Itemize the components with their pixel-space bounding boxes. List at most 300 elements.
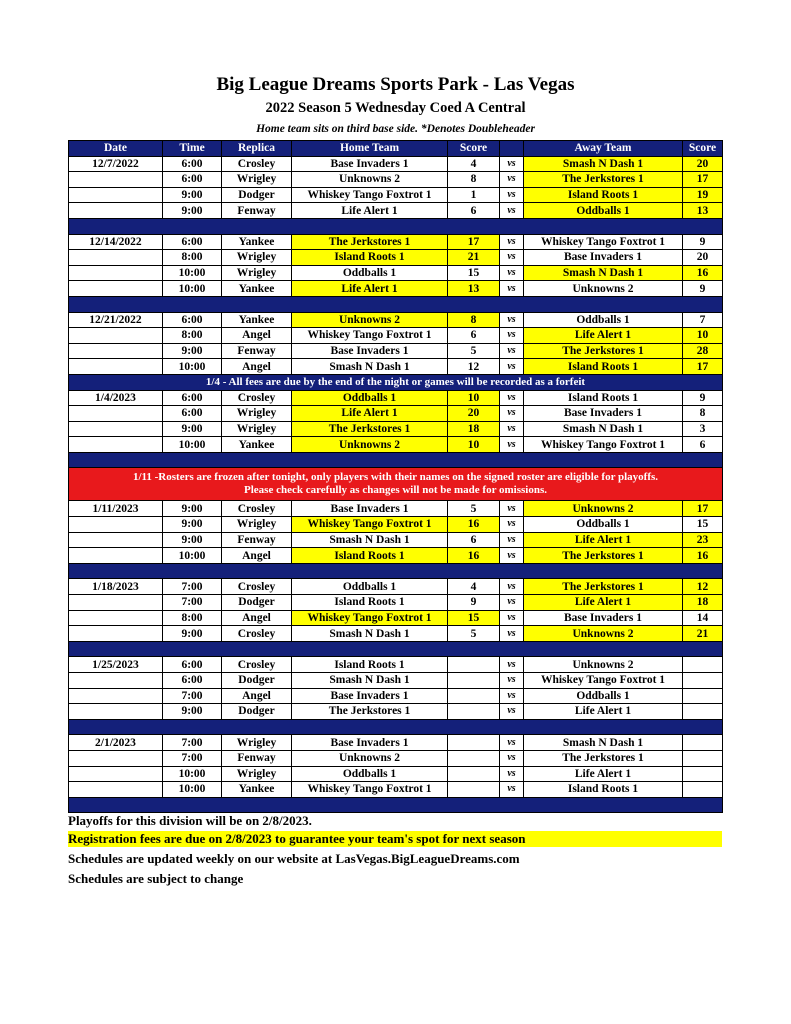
home-score [448, 766, 500, 782]
game-date [69, 688, 163, 704]
home-team: Smash N Dash 1 [292, 359, 448, 375]
vs-label: vs [500, 673, 524, 689]
vs-label: vs [500, 532, 524, 548]
vs-label: vs [500, 735, 524, 751]
game-time: 9:00 [163, 343, 222, 359]
game-row [69, 688, 723, 704]
vs-label: vs [500, 766, 524, 782]
away-score: 20 [683, 250, 723, 266]
column-header: Score [683, 141, 723, 157]
away-score: 23 [683, 532, 723, 548]
game-time: 10:00 [163, 359, 222, 375]
game-time: 7:00 [163, 688, 222, 704]
game-date [69, 782, 163, 798]
home-team: The Jerkstores 1 [292, 234, 448, 250]
vs-label: vs [500, 704, 524, 720]
field-replica: Angel [222, 688, 292, 704]
website-note: Schedules are updated weekly on our website at LasVegas.BigLeagueDreams.com [68, 851, 520, 866]
game-row [69, 437, 723, 453]
game-date [69, 328, 163, 344]
home-team: Whiskey Tango Foxtrot 1 [292, 517, 448, 533]
field-replica: Wrigley [222, 406, 292, 422]
field-replica: Dodger [222, 673, 292, 689]
away-team: Unknowns 2 [524, 281, 683, 297]
vs-label: vs [500, 234, 524, 250]
home-score: 6 [448, 328, 500, 344]
away-score: 7 [683, 312, 723, 328]
vs-label: vs [500, 501, 524, 517]
away-team: The Jerkstores 1 [524, 750, 683, 766]
home-score: 20 [448, 406, 500, 422]
home-score [448, 750, 500, 766]
game-time: 9:00 [163, 421, 222, 437]
away-score [683, 735, 723, 751]
game-date [69, 548, 163, 564]
game-date [69, 406, 163, 422]
game-date [69, 203, 163, 219]
away-score [683, 673, 723, 689]
away-score: 18 [683, 595, 723, 611]
season-subtitle: 2022 Season 5 Wednesday Coed A Central [265, 100, 526, 116]
home-team: Whiskey Tango Foxtrot 1 [292, 187, 448, 203]
away-team: Island Roots 1 [524, 187, 683, 203]
game-time: 6:00 [163, 406, 222, 422]
away-team: Whiskey Tango Foxtrot 1 [524, 234, 683, 250]
away-team: Unknowns 2 [524, 657, 683, 673]
week-separator [69, 797, 723, 813]
away-score: 17 [683, 359, 723, 375]
home-team: Whiskey Tango Foxtrot 1 [292, 610, 448, 626]
vs-label: vs [500, 359, 524, 375]
home-team: Base Invaders 1 [292, 156, 448, 172]
home-score [448, 657, 500, 673]
home-team: Unknowns 2 [292, 437, 448, 453]
home-score: 17 [448, 234, 500, 250]
home-score [448, 735, 500, 751]
separator-cell [69, 218, 723, 234]
vs-label: vs [500, 390, 524, 406]
home-score: 5 [448, 343, 500, 359]
notice-text: 1/4 - All fees are due by the end of the night or games will be recorded as a forfeit [69, 374, 723, 390]
week-separator [69, 218, 723, 234]
game-time: 7:00 [163, 595, 222, 611]
game-date: 1/11/2023 [69, 501, 163, 517]
alert-line: Please check carefully as changes will not be made for omissions. [244, 484, 547, 497]
field-replica: Wrigley [222, 735, 292, 751]
home-team: The Jerkstores 1 [292, 421, 448, 437]
week-separator [69, 452, 723, 468]
home-score [448, 673, 500, 689]
game-date [69, 704, 163, 720]
game-row [69, 750, 723, 766]
vs-label: vs [500, 548, 524, 564]
home-team: Oddballs 1 [292, 390, 448, 406]
game-row [69, 517, 723, 533]
vs-label: vs [500, 343, 524, 359]
game-time: 6:00 [163, 312, 222, 328]
column-header: Time [163, 141, 222, 157]
game-date [69, 281, 163, 297]
game-row [69, 172, 723, 188]
game-row [69, 704, 723, 720]
home-score: 9 [448, 595, 500, 611]
game-time: 9:00 [163, 532, 222, 548]
game-date: 12/7/2022 [69, 156, 163, 172]
column-header: Date [69, 141, 163, 157]
game-date [69, 172, 163, 188]
away-score: 16 [683, 265, 723, 281]
field-replica: Fenway [222, 532, 292, 548]
game-row [69, 203, 723, 219]
field-replica: Angel [222, 359, 292, 375]
game-time: 6:00 [163, 172, 222, 188]
game-time: 10:00 [163, 782, 222, 798]
game-date [69, 437, 163, 453]
field-replica: Crosley [222, 501, 292, 517]
home-score: 12 [448, 359, 500, 375]
away-team: The Jerkstores 1 [524, 343, 683, 359]
game-time: 9:00 [163, 501, 222, 517]
separator-cell [69, 296, 723, 312]
home-score: 15 [448, 265, 500, 281]
away-score [683, 782, 723, 798]
away-team: Life Alert 1 [524, 532, 683, 548]
away-score: 12 [683, 579, 723, 595]
game-row [69, 548, 723, 564]
field-replica: Wrigley [222, 265, 292, 281]
field-replica: Dodger [222, 704, 292, 720]
home-team: Smash N Dash 1 [292, 626, 448, 642]
game-row [69, 234, 723, 250]
home-team: Oddballs 1 [292, 766, 448, 782]
game-time: 10:00 [163, 766, 222, 782]
away-score: 17 [683, 501, 723, 517]
page-title: Big League Dreams Sports Park - Las Vegas [216, 74, 575, 95]
game-time: 9:00 [163, 704, 222, 720]
game-time: 6:00 [163, 234, 222, 250]
game-date: 1/25/2023 [69, 657, 163, 673]
away-score: 8 [683, 406, 723, 422]
field-replica: Yankee [222, 281, 292, 297]
game-row [69, 390, 723, 406]
home-score: 15 [448, 610, 500, 626]
home-score: 6 [448, 203, 500, 219]
vs-label: vs [500, 626, 524, 642]
away-team: Whiskey Tango Foxtrot 1 [524, 673, 683, 689]
home-team: Unknowns 2 [292, 172, 448, 188]
away-team: Life Alert 1 [524, 328, 683, 344]
alert-line: 1/11 -Rosters are frozen after tonight, only players with their names on the signed roster are eligible for playoffs. [132, 471, 659, 484]
field-replica: Fenway [222, 343, 292, 359]
away-score [683, 704, 723, 720]
home-team: Island Roots 1 [292, 250, 448, 266]
away-team: Life Alert 1 [524, 704, 683, 720]
home-score: 21 [448, 250, 500, 266]
home-score: 5 [448, 626, 500, 642]
field-replica: Angel [222, 610, 292, 626]
home-team: Base Invaders 1 [292, 735, 448, 751]
game-time: 9:00 [163, 203, 222, 219]
away-score: 9 [683, 234, 723, 250]
home-team: Life Alert 1 [292, 406, 448, 422]
field-replica: Angel [222, 328, 292, 344]
away-score: 14 [683, 610, 723, 626]
column-header: Away Team [524, 141, 683, 157]
week-separator [69, 563, 723, 579]
game-row [69, 673, 723, 689]
vs-label: vs [500, 517, 524, 533]
game-row [69, 312, 723, 328]
vs-label: vs [500, 406, 524, 422]
game-date: 12/14/2022 [69, 234, 163, 250]
home-team: Whiskey Tango Foxtrot 1 [292, 328, 448, 344]
away-team: The Jerkstores 1 [524, 172, 683, 188]
away-team: Life Alert 1 [524, 766, 683, 782]
game-time: 6:00 [163, 673, 222, 689]
vs-label: vs [500, 203, 524, 219]
column-header [500, 141, 524, 157]
home-team: Oddballs 1 [292, 579, 448, 595]
away-score: 28 [683, 343, 723, 359]
game-date [69, 421, 163, 437]
schedule-table [68, 140, 723, 813]
game-date [69, 265, 163, 281]
field-replica: Crosley [222, 626, 292, 642]
game-row [69, 501, 723, 517]
game-time: 6:00 [163, 390, 222, 406]
game-row [69, 406, 723, 422]
game-row [69, 579, 723, 595]
game-time: 10:00 [163, 437, 222, 453]
field-replica: Yankee [222, 312, 292, 328]
home-team: Base Invaders 1 [292, 688, 448, 704]
schedule-body [69, 156, 723, 813]
game-time: 9:00 [163, 187, 222, 203]
game-time: 7:00 [163, 750, 222, 766]
field-replica: Wrigley [222, 250, 292, 266]
away-team: Oddballs 1 [524, 203, 683, 219]
vs-label: vs [500, 187, 524, 203]
game-time: 8:00 [163, 328, 222, 344]
home-team: Unknowns 2 [292, 312, 448, 328]
game-date [69, 359, 163, 375]
away-team: Whiskey Tango Foxtrot 1 [524, 437, 683, 453]
game-date [69, 187, 163, 203]
field-replica: Crosley [222, 579, 292, 595]
away-score: 15 [683, 517, 723, 533]
home-team: Unknowns 2 [292, 750, 448, 766]
away-score [683, 766, 723, 782]
home-score: 4 [448, 579, 500, 595]
game-date [69, 532, 163, 548]
game-date: 2/1/2023 [69, 735, 163, 751]
game-row [69, 281, 723, 297]
game-row [69, 187, 723, 203]
field-replica: Wrigley [222, 517, 292, 533]
home-team: Whiskey Tango Foxtrot 1 [292, 782, 448, 798]
game-date [69, 626, 163, 642]
field-replica: Crosley [222, 657, 292, 673]
away-team: Life Alert 1 [524, 595, 683, 611]
game-row [69, 328, 723, 344]
game-row [69, 657, 723, 673]
home-score: 4 [448, 156, 500, 172]
away-score: 21 [683, 626, 723, 642]
home-team: Life Alert 1 [292, 203, 448, 219]
field-replica: Wrigley [222, 421, 292, 437]
home-score: 5 [448, 501, 500, 517]
home-team: Island Roots 1 [292, 548, 448, 564]
away-team: Island Roots 1 [524, 390, 683, 406]
vs-label: vs [500, 688, 524, 704]
away-team: Smash N Dash 1 [524, 735, 683, 751]
away-team: Unknowns 2 [524, 626, 683, 642]
away-score [683, 750, 723, 766]
week-separator [69, 719, 723, 735]
game-time: 8:00 [163, 250, 222, 266]
field-replica: Dodger [222, 187, 292, 203]
home-score: 13 [448, 281, 500, 297]
home-score: 16 [448, 548, 500, 564]
column-header: Score [448, 141, 500, 157]
game-row [69, 265, 723, 281]
game-row [69, 421, 723, 437]
game-date: 12/21/2022 [69, 312, 163, 328]
home-score: 10 [448, 390, 500, 406]
away-score: 16 [683, 548, 723, 564]
field-replica: Fenway [222, 203, 292, 219]
column-header: Home Team [292, 141, 448, 157]
home-team-note: Home team sits on third base side. *Denotes Doubleheader [256, 123, 535, 135]
field-replica: Wrigley [222, 766, 292, 782]
game-time: 7:00 [163, 735, 222, 751]
game-date [69, 766, 163, 782]
playoffs-note: Playoffs for this division will be on 2/8/2023. [68, 813, 312, 828]
registration-note: Registration fees are due on 2/8/2023 to guarantee your team's spot for next season [68, 831, 722, 847]
game-date: 1/18/2023 [69, 579, 163, 595]
away-score: 20 [683, 156, 723, 172]
home-team: Base Invaders 1 [292, 501, 448, 517]
vs-label: vs [500, 312, 524, 328]
game-row [69, 626, 723, 642]
away-team: Island Roots 1 [524, 782, 683, 798]
vs-label: vs [500, 328, 524, 344]
home-team: Island Roots 1 [292, 657, 448, 673]
away-team: Oddballs 1 [524, 312, 683, 328]
away-team: Smash N Dash 1 [524, 156, 683, 172]
separator-cell [69, 719, 723, 735]
field-replica: Dodger [222, 595, 292, 611]
away-team: Oddballs 1 [524, 517, 683, 533]
roster-alert [69, 468, 723, 501]
week-separator [69, 296, 723, 312]
separator-cell [69, 797, 723, 813]
away-team: The Jerkstores 1 [524, 579, 683, 595]
game-date [69, 750, 163, 766]
home-score: 10 [448, 437, 500, 453]
game-row [69, 250, 723, 266]
separator-cell [69, 563, 723, 579]
away-score: 9 [683, 390, 723, 406]
home-score: 8 [448, 172, 500, 188]
home-score [448, 704, 500, 720]
game-time: 9:00 [163, 517, 222, 533]
vs-label: vs [500, 421, 524, 437]
game-time: 7:00 [163, 579, 222, 595]
vs-label: vs [500, 437, 524, 453]
away-score: 19 [683, 187, 723, 203]
away-team: The Jerkstores 1 [524, 548, 683, 564]
away-score: 3 [683, 421, 723, 437]
away-score: 6 [683, 437, 723, 453]
game-time: 6:00 [163, 156, 222, 172]
home-team: Smash N Dash 1 [292, 673, 448, 689]
away-score: 9 [683, 281, 723, 297]
roster-alert-row [69, 468, 723, 501]
away-team: Unknowns 2 [524, 501, 683, 517]
away-team: Base Invaders 1 [524, 406, 683, 422]
home-team: Oddballs 1 [292, 265, 448, 281]
game-row [69, 782, 723, 798]
field-replica: Yankee [222, 782, 292, 798]
notice-row [69, 374, 723, 390]
change-note: Schedules are subject to change [68, 871, 244, 886]
table-header-row [69, 141, 723, 157]
away-team: Island Roots 1 [524, 359, 683, 375]
away-team: Smash N Dash 1 [524, 265, 683, 281]
game-row [69, 610, 723, 626]
vs-label: vs [500, 250, 524, 266]
separator-cell [69, 641, 723, 657]
column-header: Replica [222, 141, 292, 157]
home-score: 8 [448, 312, 500, 328]
game-time: 10:00 [163, 548, 222, 564]
game-row [69, 766, 723, 782]
game-date [69, 343, 163, 359]
vs-label: vs [500, 750, 524, 766]
game-row [69, 735, 723, 751]
away-team: Oddballs 1 [524, 688, 683, 704]
away-score: 13 [683, 203, 723, 219]
field-replica: Angel [222, 548, 292, 564]
home-score: 6 [448, 532, 500, 548]
vs-label: vs [500, 156, 524, 172]
game-row [69, 359, 723, 375]
game-row [69, 156, 723, 172]
game-date [69, 673, 163, 689]
home-score [448, 688, 500, 704]
game-time: 8:00 [163, 610, 222, 626]
away-team: Base Invaders 1 [524, 610, 683, 626]
home-team: Smash N Dash 1 [292, 532, 448, 548]
vs-label: vs [500, 172, 524, 188]
home-team: The Jerkstores 1 [292, 704, 448, 720]
vs-label: vs [500, 579, 524, 595]
vs-label: vs [500, 281, 524, 297]
vs-label: vs [500, 782, 524, 798]
away-score: 10 [683, 328, 723, 344]
field-replica: Fenway [222, 750, 292, 766]
away-team: Base Invaders 1 [524, 250, 683, 266]
home-team: Life Alert 1 [292, 281, 448, 297]
vs-label: vs [500, 657, 524, 673]
game-date [69, 517, 163, 533]
game-time: 10:00 [163, 265, 222, 281]
away-score [683, 657, 723, 673]
home-score: 1 [448, 187, 500, 203]
game-row [69, 595, 723, 611]
vs-label: vs [500, 610, 524, 626]
